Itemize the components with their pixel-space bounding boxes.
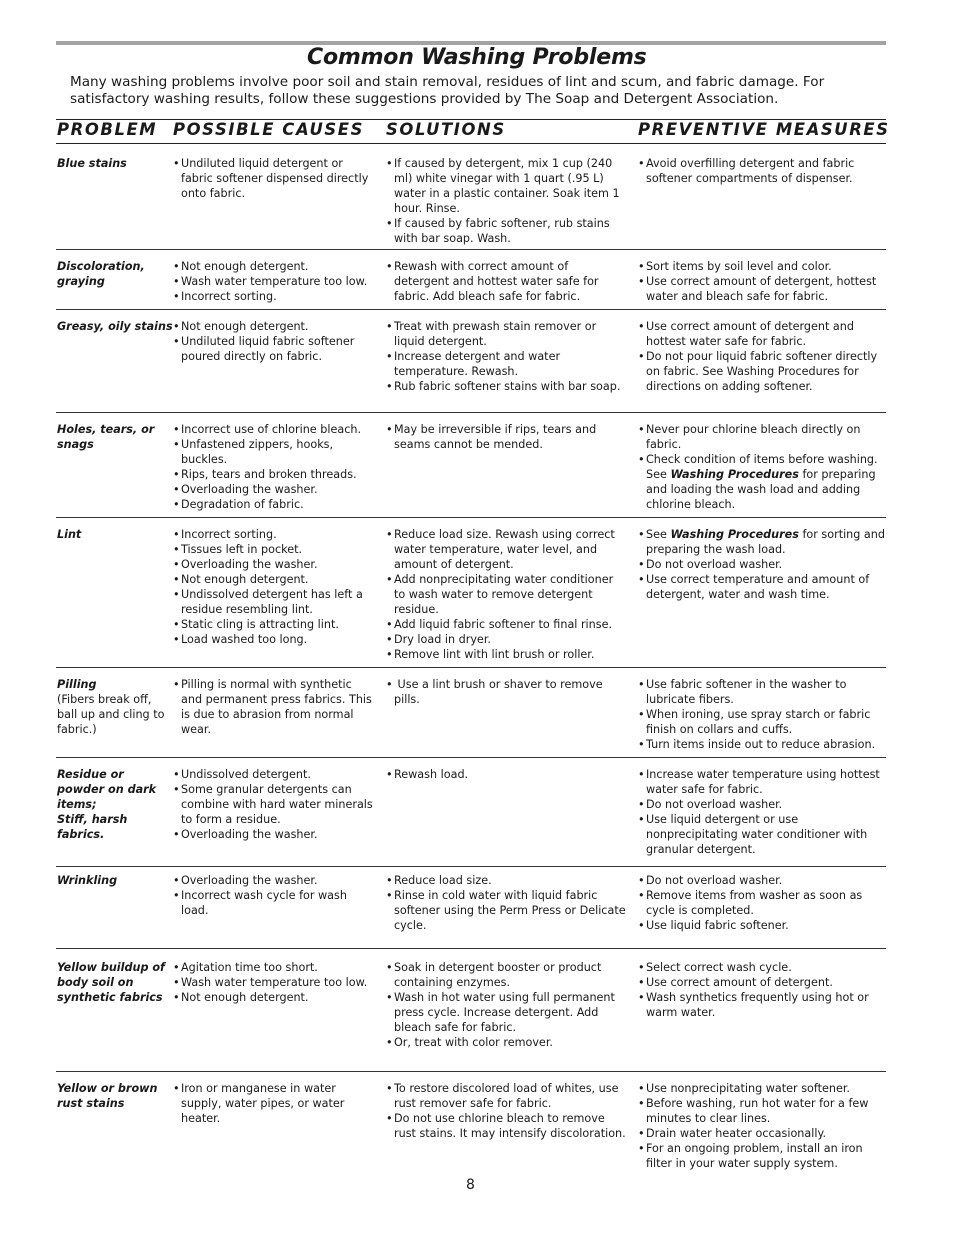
- causes-cell: [173, 960, 373, 1005]
- list-item: • Rewash with correct amount of detergent and hottest water safe for fabric. Add bleach safe for fabric.: [386, 259, 626, 304]
- solutions-cell: [386, 960, 626, 1050]
- solutions-cell: [386, 767, 626, 782]
- problem-label: Yellow buildup of: [57, 961, 165, 974]
- list-item: • If caused by detergent, mix 1 cup (240 ml) white vinegar with 1 quart (.95 L) water in a plastic container. Soak item 1 hour. Rinse.: [386, 156, 626, 216]
- causes-cell: [173, 767, 373, 842]
- row-divider: [56, 309, 886, 310]
- list-item: • Rinse in cold water with liquid fabric softener using the Perm Press or Delicate cycle.: [386, 888, 626, 933]
- list-item: • Reduce load size. Rewash using correct water temperature, water level, and amount of detergent.: [386, 527, 626, 572]
- solutions-list: [386, 677, 626, 707]
- list-item: • Use liquid detergent or use nonprecipitating water conditioner with granular detergent.: [638, 812, 888, 857]
- problem-label: rust stains: [57, 1097, 125, 1110]
- list-item: • Treat with prewash stain remover or liquid detergent.: [386, 319, 626, 349]
- list-item: • Sort items by soil level and color.: [638, 259, 888, 274]
- prevent-list: [638, 527, 888, 602]
- intro-line: satisfactory washing results, follow these suggestions provided by The Soap and Detergent Association.: [70, 91, 779, 107]
- list-item: • Tissues left in pocket.: [173, 542, 373, 557]
- solutions-list: [386, 767, 626, 782]
- problem-cell: [57, 1081, 175, 1111]
- row-divider: [56, 866, 886, 867]
- causes-cell: [173, 319, 373, 364]
- list-item: • Do not overload washer.: [638, 797, 888, 812]
- list-item: • Undissolved detergent.: [173, 767, 373, 782]
- list-item: • Degradation of fabric.: [173, 497, 373, 512]
- problem-cell: [57, 422, 175, 452]
- list-item: • Use liquid fabric softener.: [638, 918, 888, 933]
- solutions-cell: [386, 1081, 626, 1141]
- problem-label: fabrics.: [57, 828, 105, 841]
- prevent-cell: [638, 527, 888, 602]
- list-item: • For an ongoing problem, install an iron filter in your water supply system.: [638, 1141, 888, 1171]
- list-item: • Remove lint with lint brush or roller.: [386, 647, 626, 662]
- prevent-cell: [638, 156, 888, 186]
- problem-label: body soil on: [57, 976, 134, 989]
- prevent-list: [638, 259, 888, 304]
- causes-cell: [173, 527, 373, 647]
- problem-label: Stiff, harsh: [57, 813, 128, 826]
- list-item: • Rips, tears and broken threads.: [173, 467, 373, 482]
- prevent-cell: [638, 960, 888, 1020]
- problem-cell: [57, 259, 175, 289]
- list-item: • Not enough detergent.: [173, 319, 373, 334]
- prevent-cell: [638, 259, 888, 304]
- causes-cell: [173, 1081, 373, 1126]
- list-item: • Overloading the washer.: [173, 827, 373, 842]
- causes-list: [173, 873, 373, 918]
- list-item: • Not enough detergent.: [173, 259, 373, 274]
- problem-cell: [57, 960, 175, 1005]
- solutions-cell: [386, 527, 626, 662]
- list-item: • Never pour chlorine bleach directly on fabric.: [638, 422, 888, 452]
- causes-cell: [173, 422, 373, 512]
- list-item: • Overloading the washer.: [173, 557, 373, 572]
- list-item: • Not enough detergent.: [173, 572, 373, 587]
- problem-label: items;: [57, 798, 97, 811]
- list-item: • Do not overload washer.: [638, 557, 888, 572]
- problem-label: graying: [57, 275, 105, 288]
- prevent-cell: [638, 767, 888, 857]
- causes-list: [173, 422, 373, 512]
- row-divider: [56, 412, 886, 413]
- problem-label: Discoloration,: [57, 260, 145, 273]
- problem-cell: [57, 677, 175, 737]
- list-item: • Do not pour liquid fabric softener directly on fabric. See Washing Procedures for directions on adding softener.: [638, 349, 888, 394]
- causes-list: [173, 767, 373, 842]
- list-item: • Undiluted liquid detergent or fabric softener dispensed directly onto fabric.: [173, 156, 373, 201]
- causes-cell: [173, 259, 373, 304]
- list-item: • Wash water temperature too low.: [173, 274, 373, 289]
- problem-cell: [57, 527, 175, 542]
- row-divider: [56, 667, 886, 668]
- list-item: • Rewash load.: [386, 767, 626, 782]
- header-rule-bottom: [56, 143, 886, 144]
- list-item: • Not enough detergent.: [173, 990, 373, 1005]
- intro-line: Many washing problems involve poor soil and stain removal, residues of lint and scum, and fabric damage. For: [70, 74, 825, 90]
- list-item: • Increase detergent and water temperature. Rewash.: [386, 349, 626, 379]
- list-item: • Use correct temperature and amount of detergent, water and wash time.: [638, 572, 888, 602]
- prevent-cell: [638, 1081, 888, 1171]
- list-item: • Overloading the washer.: [173, 482, 373, 497]
- list-item: • Use fabric softener in the washer to lubricate fibers.: [638, 677, 888, 707]
- row-divider: [56, 249, 886, 250]
- emphasis-text: Washing Procedures: [670, 528, 799, 541]
- row-divider: [56, 517, 886, 518]
- prevent-list: [638, 1081, 888, 1171]
- causes-cell: [173, 873, 373, 918]
- prevent-list: [638, 156, 888, 186]
- causes-list: [173, 677, 373, 737]
- problem-note: (Fibers break off, ball up and cling to fabric.): [57, 693, 165, 736]
- list-item: • Use correct amount of detergent.: [638, 975, 888, 990]
- list-item: • Some granular detergents can combine with hard water minerals to form a residue.: [173, 782, 373, 827]
- problem-label: powder on dark: [57, 783, 157, 796]
- solutions-cell: [386, 422, 626, 452]
- causes-list: [173, 319, 373, 364]
- prevent-list: [638, 873, 888, 933]
- list-item: • Undissolved detergent has left a residue resembling lint.: [173, 587, 373, 617]
- row-divider: [56, 1071, 886, 1072]
- list-item: • Check condition of items before washing. See Washing Procedures for preparing and loading the wash load and adding chlorine bleach.: [638, 452, 888, 512]
- solutions-cell: [386, 677, 626, 707]
- list-item: • Turn items inside out to reduce abrasion.: [638, 737, 888, 752]
- column-header-causes: POSSIBLE CAUSES: [173, 120, 365, 139]
- list-item: • Avoid overfilling detergent and fabric softener compartments of dispenser.: [638, 156, 888, 186]
- list-item: • Reduce load size.: [386, 873, 626, 888]
- solutions-cell: [386, 156, 626, 246]
- problem-label: Wrinkling: [57, 874, 118, 887]
- problem-label: Lint: [57, 528, 82, 541]
- list-item: • Use correct amount of detergent and hottest water safe for fabric.: [638, 319, 888, 349]
- problem-label: snags: [57, 438, 94, 451]
- causes-cell: [173, 156, 373, 201]
- list-item: • Wash in hot water using full permanent press cycle. Increase detergent. Add bleach safe for fabric.: [386, 990, 626, 1035]
- list-item: • Iron or manganese in water supply, water pipes, or water heater.: [173, 1081, 373, 1126]
- list-item: • Pilling is normal with synthetic and permanent press fabrics. This is due to abrasion from normal wear.: [173, 677, 373, 737]
- list-item: • Overloading the washer.: [173, 873, 373, 888]
- list-item: • Do not use chlorine bleach to remove rust stains. It may intensify discoloration.: [386, 1111, 626, 1141]
- solutions-list: [386, 422, 626, 452]
- solutions-list: [386, 527, 626, 662]
- list-item: • Select correct wash cycle.: [638, 960, 888, 975]
- page-number: 8: [466, 1177, 475, 1193]
- list-item: • May be irreversible if rips, tears and seams cannot be mended.: [386, 422, 626, 452]
- list-item: • Incorrect sorting.: [173, 289, 373, 304]
- problem-label: Blue stains: [57, 157, 127, 170]
- causes-list: [173, 259, 373, 304]
- list-item: • Drain water heater occasionally.: [638, 1126, 888, 1141]
- intro-paragraph: [70, 74, 870, 108]
- causes-list: [173, 156, 373, 201]
- column-header-prevent: PREVENTIVE MEASURES: [638, 120, 890, 139]
- list-item: • Static cling is attracting lint.: [173, 617, 373, 632]
- list-item: • Wash water temperature too low.: [173, 975, 373, 990]
- prevent-list: [638, 422, 888, 512]
- list-item: • Dry load in dryer.: [386, 632, 626, 647]
- causes-list: [173, 960, 373, 1005]
- prevent-list: [638, 319, 888, 394]
- list-item: • Soak in detergent booster or product containing enzymes.: [386, 960, 626, 990]
- problem-cell: [57, 319, 175, 334]
- problem-label: synthetic fabrics: [57, 991, 163, 1004]
- list-item: • Add liquid fabric softener to final rinse.: [386, 617, 626, 632]
- problem-cell: [57, 767, 175, 842]
- solutions-list: [386, 259, 626, 304]
- solutions-cell: [386, 319, 626, 394]
- list-item: • Or, treat with color remover.: [386, 1035, 626, 1050]
- solutions-list: [386, 319, 626, 394]
- list-item: • Agitation time too short.: [173, 960, 373, 975]
- list-item: • Do not overload washer.: [638, 873, 888, 888]
- solutions-list: [386, 1081, 626, 1141]
- causes-list: [173, 1081, 373, 1126]
- list-item: • See Washing Procedures for sorting and preparing the wash load.: [638, 527, 888, 557]
- prevent-cell: [638, 422, 888, 512]
- list-item: • Load washed too long.: [173, 632, 373, 647]
- problem-cell: [57, 873, 175, 888]
- list-item: • Incorrect sorting.: [173, 527, 373, 542]
- list-item: • Incorrect use of chlorine bleach.: [173, 422, 373, 437]
- prevent-list: [638, 677, 888, 752]
- prevent-list: [638, 767, 888, 857]
- prevent-cell: [638, 677, 888, 752]
- list-item: • Rub fabric softener stains with bar soap.: [386, 379, 626, 394]
- list-item: • Unfastened zippers, hooks, buckles.: [173, 437, 373, 467]
- solutions-list: [386, 960, 626, 1050]
- row-divider: [56, 757, 886, 758]
- list-item: • When ironing, use spray starch or fabric finish on collars and cuffs.: [638, 707, 888, 737]
- list-item: • Before washing, run hot water for a few minutes to clear lines.: [638, 1096, 888, 1126]
- list-item: • Use correct amount of detergent, hottest water and bleach safe for fabric.: [638, 274, 888, 304]
- solutions-list: [386, 156, 626, 246]
- row-divider: [56, 948, 886, 949]
- list-item: • Use a lint brush or shaver to remove pills.: [386, 677, 626, 707]
- list-item: • Undiluted liquid fabric softener poured directly on fabric.: [173, 334, 373, 364]
- emphasis-text: Washing Procedures: [670, 468, 799, 481]
- prevent-cell: [638, 319, 888, 394]
- problem-label: Residue or: [57, 768, 124, 781]
- causes-list: [173, 527, 373, 647]
- list-item: • Incorrect wash cycle for wash load.: [173, 888, 373, 918]
- list-item: • Add nonprecipitating water conditioner to wash water to remove detergent residue.: [386, 572, 626, 617]
- list-item: • Use nonprecipitating water softener.: [638, 1081, 888, 1096]
- problem-label: Holes, tears, or: [57, 423, 155, 436]
- list-item: • To restore discolored load of whites, use rust remover safe for fabric.: [386, 1081, 626, 1111]
- list-item: • If caused by fabric softener, rub stains with bar soap. Wash.: [386, 216, 626, 246]
- problem-label: Greasy, oily stains: [57, 320, 173, 333]
- page-title: Common Washing Problems: [307, 45, 647, 70]
- problem-label: Yellow or brown: [57, 1082, 158, 1095]
- solutions-list: [386, 873, 626, 933]
- prevent-list: [638, 960, 888, 1020]
- column-header-solutions: SOLUTIONS: [386, 120, 506, 139]
- causes-cell: [173, 677, 373, 737]
- list-item: • Wash synthetics frequently using hot or warm water.: [638, 990, 888, 1020]
- solutions-cell: [386, 873, 626, 933]
- solutions-cell: [386, 259, 626, 304]
- list-item: • Increase water temperature using hottest water safe for fabric.: [638, 767, 888, 797]
- problem-label: Pilling: [57, 678, 97, 691]
- problem-cell: [57, 156, 175, 171]
- prevent-cell: [638, 873, 888, 933]
- column-header-problem: PROBLEM: [57, 120, 158, 139]
- list-item: • Remove items from washer as soon as cycle is completed.: [638, 888, 888, 918]
